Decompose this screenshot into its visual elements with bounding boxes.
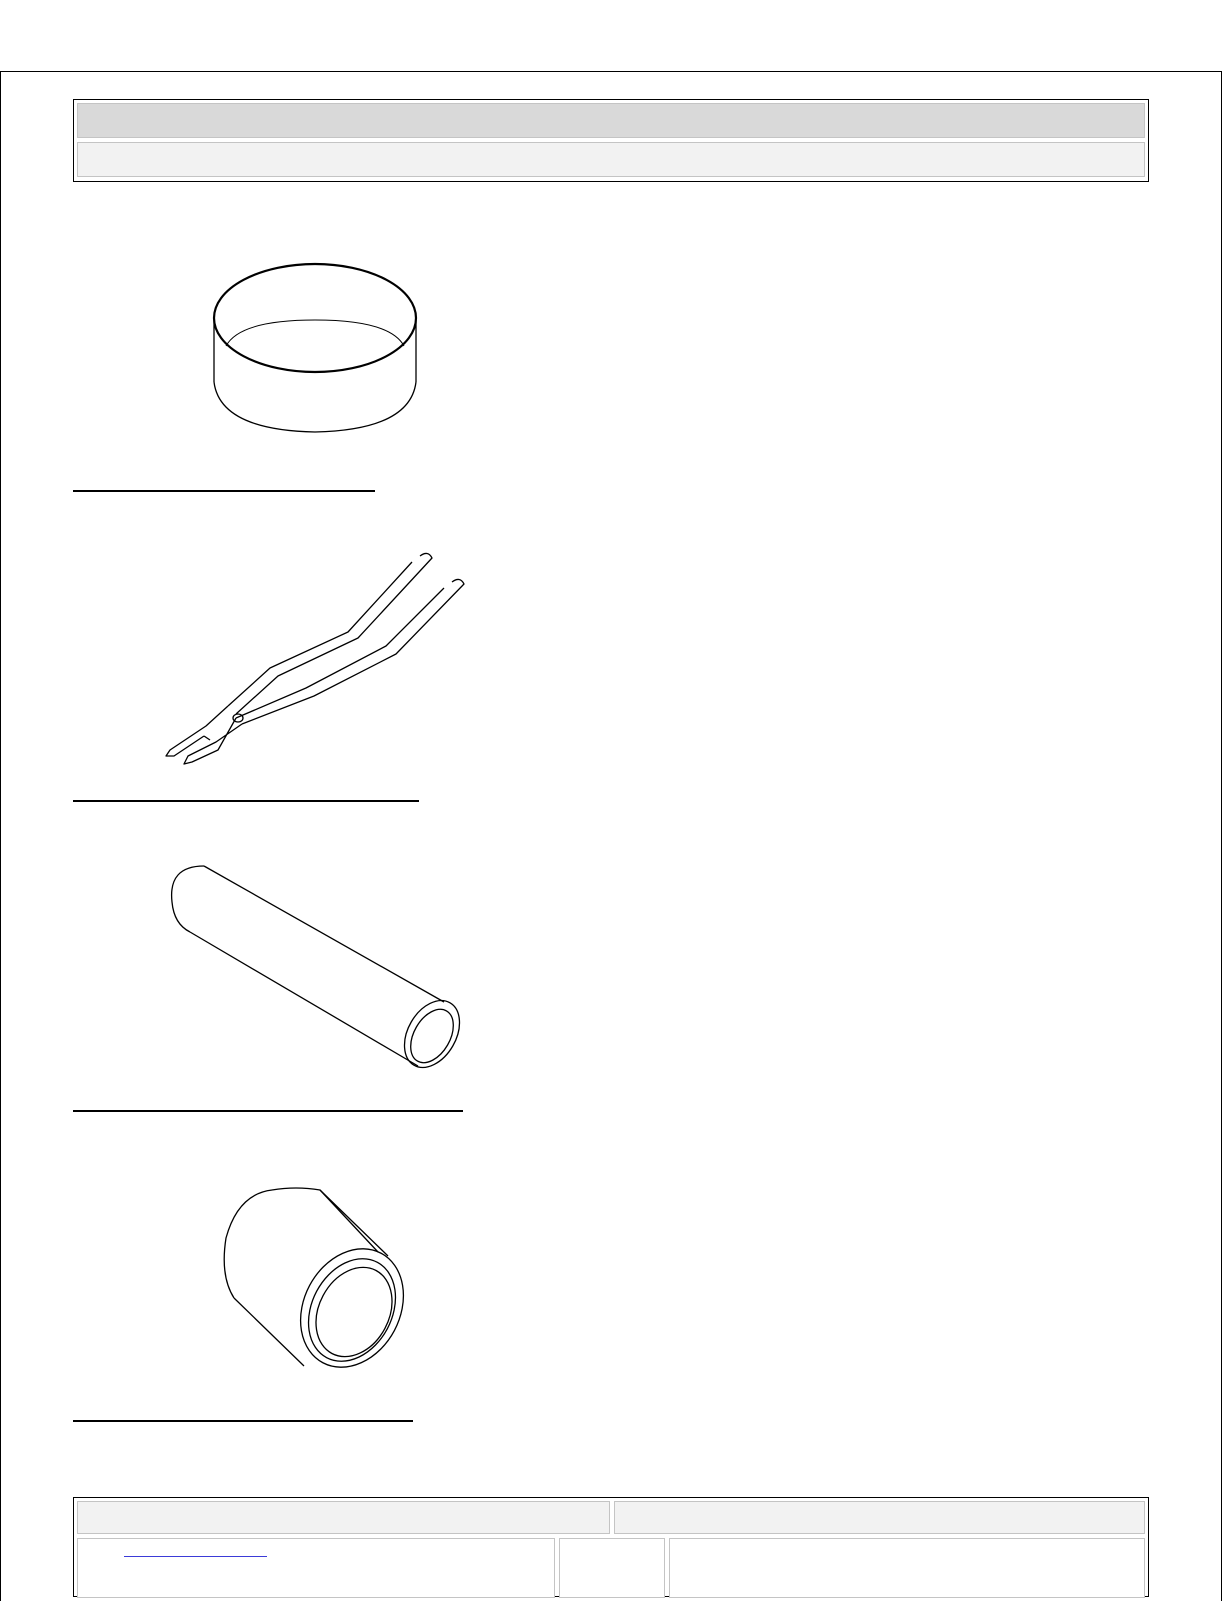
tool-1-rule xyxy=(73,490,375,492)
footer-link-underline[interactable] xyxy=(124,1556,267,1557)
long-tube-driver-icon xyxy=(160,860,470,1080)
footer-cell-right xyxy=(614,1501,1145,1534)
footer-cell-left xyxy=(77,1501,610,1534)
footer-table xyxy=(73,1497,1149,1597)
ring-band-installer-icon xyxy=(200,258,430,443)
short-sleeve-installer-icon xyxy=(212,1182,412,1374)
snap-ring-pliers-icon xyxy=(158,546,468,776)
footer-cell-info xyxy=(669,1538,1145,1598)
page-frame xyxy=(0,71,1222,1601)
header-table xyxy=(73,99,1149,182)
footer-cell-link xyxy=(77,1538,555,1598)
tool-4-rule xyxy=(73,1420,413,1422)
tool-2-rule xyxy=(73,800,419,802)
header-subtitle-row xyxy=(77,142,1145,177)
header-title-row xyxy=(77,103,1145,138)
tool-3-rule xyxy=(73,1110,463,1112)
footer-cell-page xyxy=(559,1538,665,1598)
